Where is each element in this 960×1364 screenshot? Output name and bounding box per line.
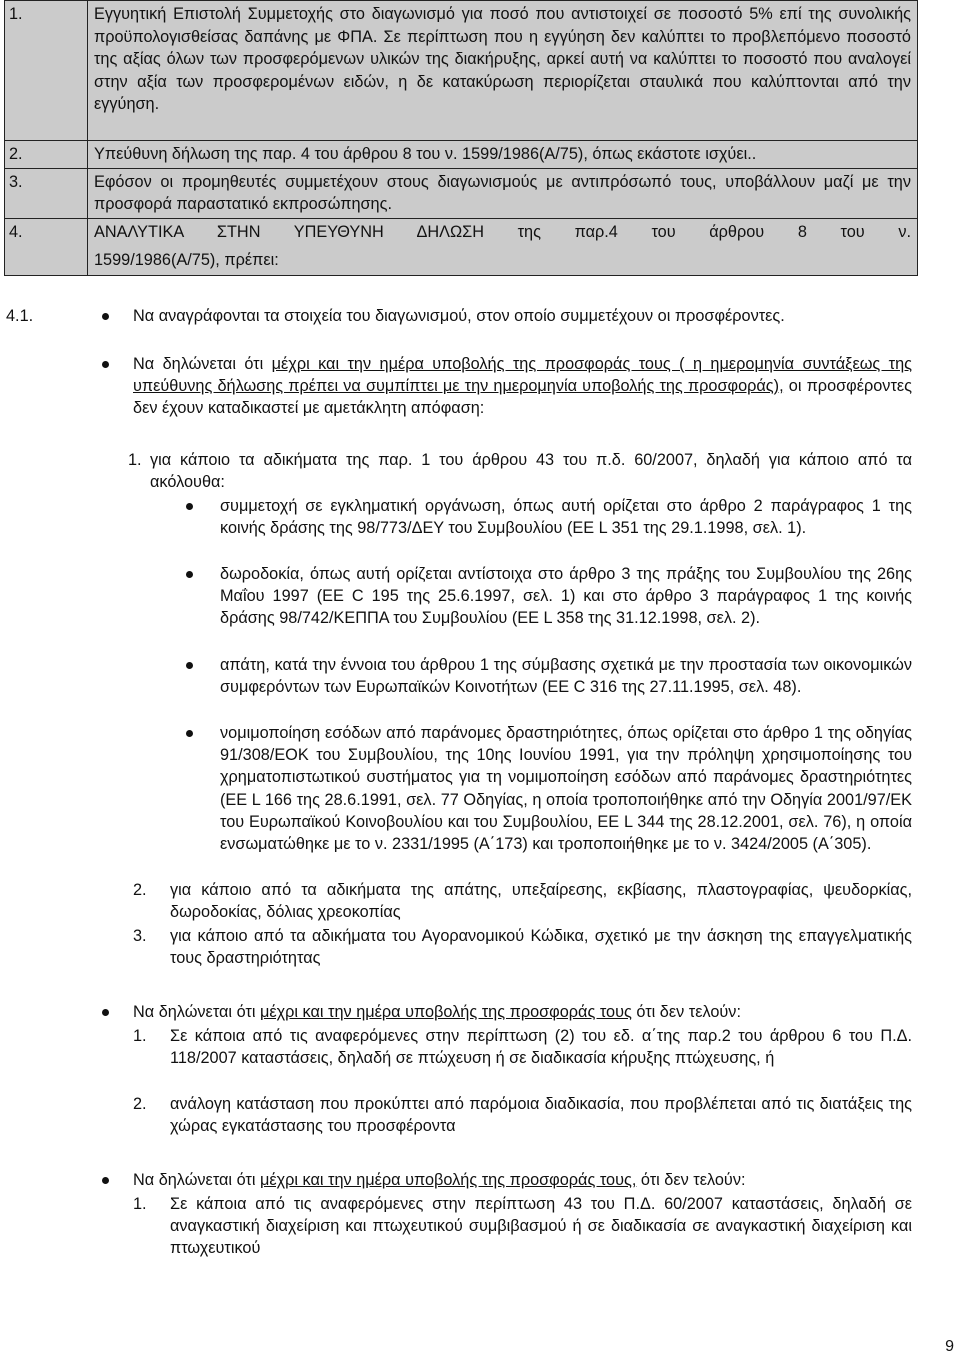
list-text: Σε κάποια από τις αναφερόμενες στην περίπτωση 43 του Π.Δ. 60/2007 καταστάσεις, δηλαδή σε αναγκαστική διαχείριση και πτωχευτικού συμβιβασμού ή σε διαδικασία σε αναγκαστική διαχείριση και πτωχευτικού xyxy=(170,1195,912,1258)
row-number: 2. xyxy=(5,141,88,169)
bullet-underlined: μέχρι και την ημέρα υποβολής της προσφοράς τους ( η ημερομηνία συντάξεως της υπεύθυνης δήλωσης πρέπει να συμπίπτει με την ημερομηνία υποβολής της προσφοράς), xyxy=(133,355,913,396)
list-number: 2. xyxy=(133,881,147,899)
row-text: Εφόσον οι προμηθευτές συμμετέχουν στους διαγωνισμούς με αντιπρόσωπό τους, υποβάλλουν μαζί με την προσφορά παραστατικό εκπροσώπησης. xyxy=(88,168,918,218)
bullet-icon xyxy=(186,571,193,578)
bullet-icon xyxy=(102,313,109,320)
sub-bullet-item xyxy=(6,722,912,879)
section-4-1 xyxy=(6,305,912,353)
bullet-underlined: μέχρι και την ημέρα υποβολής της προσφοράς τους, xyxy=(259,1171,637,1189)
sub-bullet-item xyxy=(6,654,912,722)
list-text: ανάλογη κατάσταση που προκύπτει από παρόμοια διαδικασία, που προβλέπεται από τις διατάξεις της χώρας εγκατάστασης του προσφέροντα xyxy=(170,1095,912,1136)
list-item xyxy=(6,449,912,495)
bullet-text xyxy=(133,353,912,420)
list-item xyxy=(6,1193,912,1261)
bullet-lead: Να δηλώνεται ότι xyxy=(133,1003,260,1021)
sub-bullet-text: απάτη, κατά την έννοια του άρθρου 1 της σύμβασης σχετικά με την προστασία των οικονομικών συμφερόντων των Ευρωπαϊκών Κοινοτήτων (ΕΕ C 316 της 27.11.1995, σελ. 48). xyxy=(220,656,912,697)
bullet-icon xyxy=(186,730,193,737)
bullet-icon xyxy=(102,361,109,368)
section-body xyxy=(6,305,912,1261)
bullet-icon xyxy=(102,1177,109,1184)
sub-bullet-text: νομιμοποίηση εσόδων από παράνομες δραστηριότητες, όπως ορίζεται στο άρθρο 1 της οδηγίας 91/308/ΕΟΚ του Συμβουλίου, της 10ης Ιουνίου 1991, για την πρόληψη χρησιμοποίησης του χρηματοπιστωτικού συστήματος για τη νομιμοποίηση εσόδων από παράνομες δραστηριότητες (ΕΕ L 166 της 28.6.1991, σελ. 77 Οδηγίας, η οποία τροποποιήθηκε από την Οδηγία 2001/97/ΕΚ του Ευρωπαϊκού Κοινοβουλίου και του Συμβουλίου, ΕΕ L 344 της 28.12.2001, σελ. 76), η οποία ενσωματώθηκε με το ν. 2331/1995 (Α΄173) και τροποποιήθηκε με το ν. 3424/2005 (Α΄305). xyxy=(220,724,912,854)
table-row xyxy=(5,141,918,169)
list-item xyxy=(6,1093,912,1169)
sub-bullet-item xyxy=(6,495,912,563)
list-item xyxy=(6,925,912,1001)
list-number: 1. xyxy=(133,1027,147,1045)
bullet-text xyxy=(133,1001,912,1023)
list-number: 2. xyxy=(133,1095,147,1113)
bullet-text: Να αναγράφονται τα στοιχεία του διαγωνισμού, στον οποίο συμμετέχουν οι προσφέροντες. xyxy=(133,307,785,325)
bullet-icon xyxy=(102,1009,109,1016)
row-text: Υπεύθυνη δήλωση της παρ. 4 του άρθρου 8 του ν. 1599/1986(Α/75), όπως εκάστοτε ισχύει.. xyxy=(88,141,918,169)
bullet-lead: Να δηλώνεται ότι xyxy=(133,355,272,373)
requirements-table xyxy=(4,0,918,276)
row-text: Εγγυητική Επιστολή Συμμετοχής στο διαγωνισμό για ποσό που αντιστοιχεί σε ποσοστό 5% επί της συνολικής προϋπολογισθείσας δαπάνης με ΦΠΑ. Σε περίπτωση που η εγγύηση δεν καλύπτει το προβλεπόμενο ποσοστό της αξίας όλων των προσφερόμενων υλικών της διακήρυξης, αρκεί αυτή να καλύπτει το ποσοστό που αναλογεί στην αξία των προσφερομένων ειδών, η δε κατακύρωση περιορίζεται σταυλικά που καλύπτονται από την εγγύηση. xyxy=(88,1,918,141)
row-number: 1. xyxy=(5,1,88,141)
row-text-line: ΑΝΑΛΥΤΙΚΑ ΣΤΗΝ ΥΠΕΥΘΥΝΗ ΔΗΛΩΣΗ της παρ.4 του άρθρου 8 του ν. xyxy=(94,222,911,241)
bullet-lead: Να δηλώνεται ότι xyxy=(133,1171,260,1189)
row-number: 3. xyxy=(5,168,88,218)
list-text: για κάποιο από τα αδικήματα της απάτης, υπεξαίρεσης, εκβίασης, πλαστογραφίας, ψευδορκίας, δωροδοκίας, δόλιας χρεοκοπίας xyxy=(170,881,912,922)
bullet-text xyxy=(133,1169,912,1191)
bullet-item xyxy=(6,353,912,449)
bullet-tail: ότι δεν τελούν: xyxy=(636,1171,746,1189)
bullet-item xyxy=(6,1001,912,1025)
list-number: 1. xyxy=(128,451,142,469)
bullet-underlined: μέχρι και την ημέρα υποβολής της προσφοράς τους xyxy=(259,1003,632,1021)
list-text: για κάποιο από τα αδικήματα του Αγορανομικού Κώδικα, σχετικό με την άσκηση της επαγγελματικής τους δραστηριότητας xyxy=(170,927,912,968)
sub-bullet-text: δωροδοκία, όπως αυτή ορίζεται αντίστοιχα στο άρθρο 3 της πράξης του Συμβουλίου της 26ης Μαΐου 1997 (ΕΕ C 195 της 25.6.1997, σελ. 1) και στο άρθρο 3 παράγραφος 1 της κοινής δράσης 98/742/ΚΕΠΠΑ του Συμβουλίου (ΕΕ L 358 της 31.12.1998, σελ. 2). xyxy=(220,565,912,628)
table-row xyxy=(5,218,918,275)
sub-bullet-text: συμμετοχή σε εγκληματική οργάνωση, όπως αυτή ορίζεται στο άρθρο 2 παράγραφος 1 της κοινής δράσης της 98/773/ΔΕΥ του Συμβουλίου (ΕΕ L 351 της 29.1.1998, σελ. 1). xyxy=(220,497,912,538)
table-row xyxy=(5,168,918,218)
bullet-icon xyxy=(186,662,193,669)
row-text-line: 1599/1986(Α/75), πρέπει: xyxy=(94,251,279,270)
list-text: για κάποιο τα αδικήματα της παρ. 1 του άρθρου 43 του π.δ. 60/2007, δηλαδή για κάποιο από τα ακόλουθα: xyxy=(150,451,912,492)
bullet-icon xyxy=(186,503,193,510)
list-item xyxy=(6,879,912,925)
section-number: 4.1. xyxy=(6,307,34,325)
list-text: Σε κάποια από τις αναφερόμενες στην περίπτωση (2) του εδ. α΄της παρ.2 του άρθρου 6 του Π.Δ. 118/2007 καταστάσεις, δηλαδή σε πτώχευση ή σε διαδικασία κήρυξης πτώχευσης, ή xyxy=(170,1027,912,1068)
bullet-item xyxy=(6,1169,912,1193)
row-text xyxy=(88,218,918,275)
page-number: 9 xyxy=(945,1338,954,1355)
list-number: 1. xyxy=(133,1195,147,1213)
row-number: 4. xyxy=(5,218,88,275)
list-number: 3. xyxy=(133,927,147,945)
bullet-tail: ότι δεν τελούν: xyxy=(631,1003,741,1021)
bullet-tail: οι προσφέροντες δεν έχουν καταδικαστεί με αμετάκλητη απόφαση: xyxy=(133,377,912,418)
table-row xyxy=(5,1,918,141)
sub-bullet-item xyxy=(6,563,912,654)
list-item xyxy=(6,1025,912,1093)
